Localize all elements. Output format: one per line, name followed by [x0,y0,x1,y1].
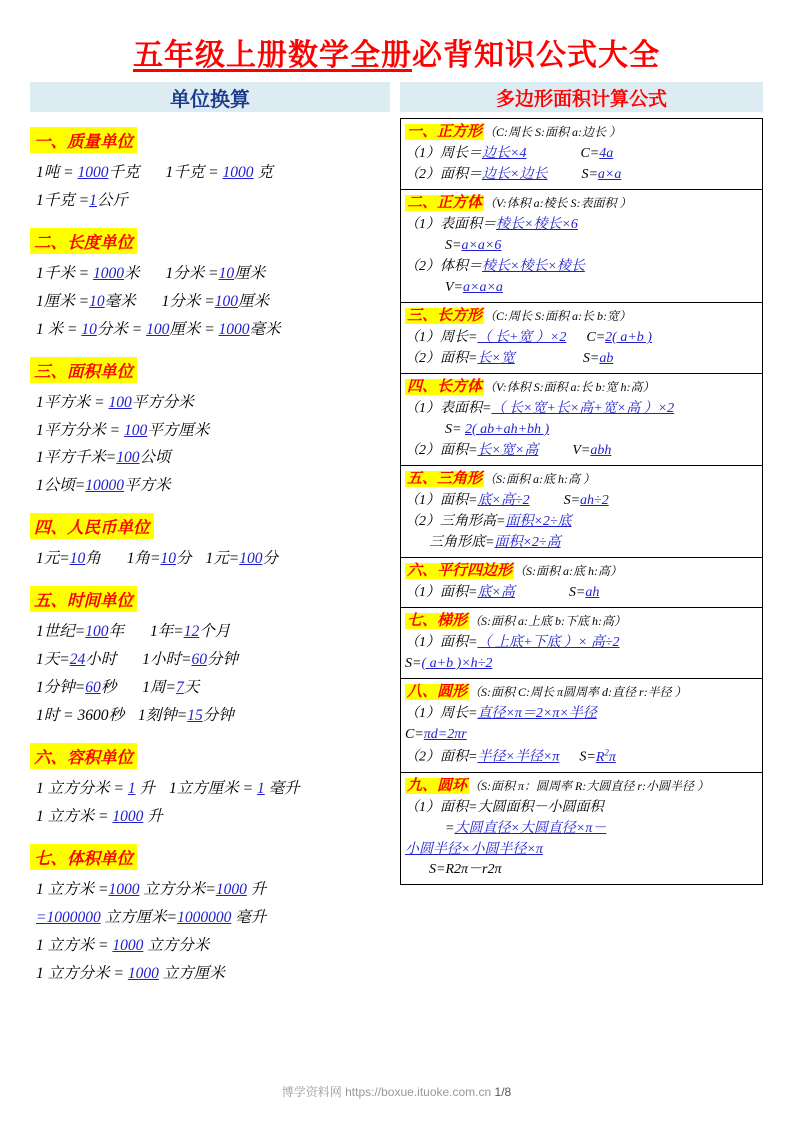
formula-title: 一、正方形 [407,124,483,140]
unit-section-volume [30,835,390,985]
unit-section-currency [30,504,390,570]
formula-title: 八、圆形 [407,683,468,700]
unit-row: 1 立方分米 = 1000 立方厘米 [36,964,225,982]
footer [0,1083,793,1100]
formula-title: 六、平行四边形 [407,562,513,579]
formula-note: （S:面积 a:上底 b:下底 h:高） [469,613,627,628]
formula-block-parallelogram: 六、平行四边形 （S:面积 a:底 h:高） （1）面积=底×高 S=ah [401,558,762,608]
formula-block-square: 一、正方形 （C:周长 S:面积 a:边长 ） （1）周长＝边长×4 C=4a （2）面积＝边长×边长 S=a×a [401,119,762,190]
formula-note: （C:周长 S:面积 a:边长 ） [484,125,622,139]
unit-row: 1元=10角 1角=10分 1元=100分 [36,550,278,568]
unit-row: 1厘米 =10毫米 1分米 =100厘米 [36,292,269,310]
left-column [30,118,390,991]
formula-title: 四、长方体 [407,378,483,395]
unit-row: 1世纪=100年 1年=12个月 [36,623,231,641]
unit-section-area [30,348,390,498]
unit-row: 1时 = 3600秒 1刻钟=15分钟 [36,706,234,724]
unit-row: 1平方米 = 100平方分米 [36,393,194,411]
unit-section-heading: 六、容积单位 [30,743,137,769]
page-title-part1: 五年级上册数学全册 [133,39,412,72]
unit-section-heading: 四、人民币单位 [30,513,154,539]
unit-section-capacity [30,734,390,828]
unit-row: 1公顷=10000平方米 [36,477,171,495]
formula-block-cube: 二、正方体 （V:体积 a:棱长 S:表面积 ） （1）表面积＝棱长×棱长×6 S=a×a×6 （2）体积＝棱长×棱长×棱长 V=a×a×a [401,190,762,303]
unit-section-heading: 五、时间单位 [30,586,137,612]
formula-block-triangle: 五、三角形 （S:面积 a:底 h:高 ） （1）面积=底×高÷2 S=ah÷2 （2）三角形高=面积×2÷底 三角形底=面积×2÷高 [401,466,762,558]
formula-block-cuboid: 四、长方体 （V:体积 S:面积 a:长 b:宽 h:高） （1）表面积=（ 长×宽+长×高+宽×高 ）×2 S= 2( ab+ah+bh ) （2）面积=长×宽×高 V=abh [401,374,762,466]
section-header-units: 单位换算 [30,82,390,112]
page-number: 1/8 [494,1085,512,1099]
unit-row: 1 米 = 10分米 = 100厘米 = 1000毫米 [36,320,281,338]
unit-row: =1000000 立方厘米=1000000 毫升 [36,908,267,926]
unit-section-heading: 三、面积单位 [30,357,137,383]
unit-row: 1 立方分米 = 1 升 1立方厘米 = 1 毫升 [36,779,300,797]
formula-block-trapezoid: 七、梯形 （S:面积 a:上底 b:下底 h:高） （1）面积=（ 上底+下底 ）× 高÷2 S=( a+b )×h÷2 [401,608,762,679]
formula-block-rectangle: 三、长方形 （C:周长 S:面积 a:长 b:宽） （1）周长=（ 长+宽 ）×2 C=2( a+b ) （2）面积=长×宽 S=ab [401,303,762,374]
unit-row: 1吨 = 1000千克 1千克 = 1000 克 [36,164,273,181]
formula-note: （S:面积 a:底 h:高 ） [484,471,596,486]
formula-note: （V:体积 a:棱长 S:表面积 ） [484,196,632,211]
formula-block-annulus: 九、圆环 （S:面积 π：圆周率 R:大圆直径 r:小圆半径 ） （1）面积=大圆面积－小圆面积 =大圆直径×大圆直径×π－ 小圆半径×小圆半径×π S=R2π－r2π [405,777,710,878]
page-title [0,30,793,74]
formula-note: （S:面积 C:周长 π圆周率 d:直径 r:半径 ） [469,684,687,699]
page-title-part2: 必背知识公式大全 [412,39,660,72]
formula-block-circle: 八、圆形 （S:面积 C:周长 π圆周率 d:直径 r:半径 ） （1）周长=直径×π＝2×π×半径 C=πd=2πr （2）面积=半径×半径×π $S=R^2\pi$ [401,679,762,773]
formula-note: （C:周长 S:面积 a:长 b:宽） [484,308,632,323]
unit-row: 1平方千米=100公顷 [36,449,171,467]
formula-title: 七、梯形 [407,612,468,629]
unit-row: 1 立方米 = 1000 升 [36,807,163,825]
unit-section-length [30,219,390,341]
unit-row: 1 立方米 =1000 立方分米=1000 升 [36,880,267,898]
unit-section-heading: 一、质量单位 [30,127,137,153]
footer-watermark: 博学资料网 https://boxue.ituoke.com.cn [281,1085,492,1099]
unit-row: 1天=24小时 1小时=60分钟 [36,651,238,669]
formula-title: 九、圆环 [407,777,468,794]
right-column [400,118,763,885]
unit-row: 1分钟=60秒 1周=7天 [36,679,200,697]
unit-section-heading: 二、长度单位 [30,228,137,254]
unit-section-time [30,577,390,727]
formula-title: 二、正方体 [407,195,483,212]
unit-row: 1千克 =1公斤 [36,191,128,209]
unit-section-heading: 七、体积单位 [30,844,137,870]
unit-section-mass [30,118,390,212]
unit-row: 1 立方米 = 1000 立方分米 [36,936,210,954]
section-header-formulas: 多边形面积计算公式 [400,82,763,112]
formula-title: 五、三角形 [407,470,483,487]
unit-row: 1千米 = 1000米 1分米 =10厘米 [36,264,266,282]
formula-note: （S:面积 a:底 h:高） [514,563,623,578]
formula-note: （S:面积 π：圆周率 R:大圆直径 r:小圆半径 ） [469,778,710,793]
formula-title: 三、长方形 [407,307,483,324]
formula-note: （V:体积 S:面积 a:长 b:宽 h:高） [484,379,655,394]
unit-row: 1平方分米 = 100平方厘米 [36,421,210,439]
